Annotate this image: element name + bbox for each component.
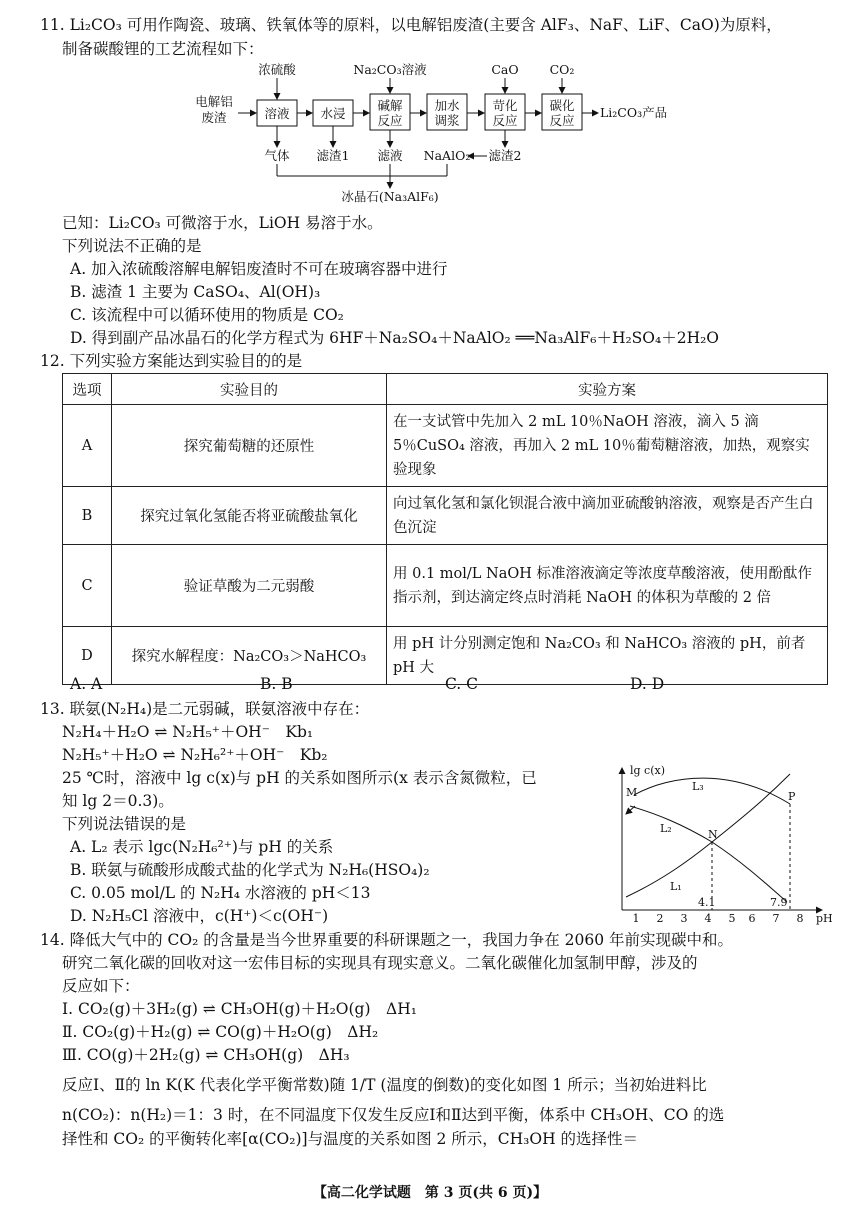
q14-para-1: 反应Ⅰ、Ⅱ的 ln K(K 代表化学平衡常数)随 1/T (温度的倒数)的变化如图 1 所示；当初始进料比: [62, 1076, 707, 1094]
q11-flowchart: [190, 60, 710, 210]
q12-choice-a: A. A: [70, 675, 103, 693]
q12-table: [62, 373, 828, 685]
curve-l3: L₃: [692, 780, 704, 793]
tick-3: 3: [680, 912, 688, 925]
graph-xlabel: pH: [816, 912, 833, 925]
point-m: M: [626, 786, 638, 799]
curve-l1: L₁: [670, 880, 682, 893]
tick-2: 2: [656, 912, 664, 925]
q13-eq1: N₂H₄＋H₂O ⇌ N₂H₅⁺＋OH⁻ Kb₁: [62, 723, 314, 741]
q13-desc2: 知 lg 2＝0.3)。: [62, 792, 174, 810]
q14-line2: 研究二氧化碳的回收对这一宏伟目标的实现具有现实意义。二氧化碳催化加氢制甲醇，涉及的: [62, 954, 698, 972]
flow-input-co2: CO₂: [549, 62, 575, 77]
flow-box-1: 溶液: [264, 106, 290, 121]
col-goal: 实验目的: [112, 374, 387, 405]
flow-out-residue1: 滤渣1: [316, 148, 350, 163]
flow-start-2: 废渣: [201, 110, 227, 125]
mark-7-9: 7.9: [770, 896, 788, 909]
row-goal: 探究葡萄糖的还原性: [112, 405, 387, 487]
flow-input-cao: CaO: [491, 62, 519, 77]
tick-8: 8: [796, 912, 804, 925]
row-goal: 探究水解程度：Na₂CO₃＞NaHCO₃: [112, 627, 387, 685]
flow-out-filtrate: 滤液: [377, 148, 403, 163]
q11-ask: 下列说法不正确的是: [62, 237, 202, 255]
tick-6: 6: [748, 912, 756, 925]
row-option: B: [63, 487, 112, 545]
flow-input-acid: 浓硫酸: [258, 62, 296, 77]
table-row: [63, 545, 828, 627]
q12-title: 12. 下列实验方案能达到实验目的的是: [40, 352, 303, 370]
q12-choice-d: D. D: [630, 675, 665, 693]
row-plan: 在一支试管中先加入 2 mL 10％NaOH 溶液，滴入 5 滴 5％CuSO₄ 溶液，再加入 2 mL 10％葡萄糖溶液，加热，观察实验现象: [387, 405, 828, 487]
q13-eq2: N₂H₅⁺＋H₂O ⇌ N₂H₆²⁺＋OH⁻ Kb₂: [62, 746, 328, 764]
mark-4-1: 4.1: [698, 896, 716, 909]
row-plan: 用 0.1 mol/L NaOH 标准溶液滴定等浓度草酸溶液，使用酚酞作指示剂，到达滴定终点时消耗 NaOH 的体积为草酸的 2 倍: [387, 545, 828, 627]
table-row: [63, 405, 828, 487]
tick-1: 1: [632, 912, 640, 925]
row-plan: 用 pH 计分别测定饱和 Na₂CO₃ 和 NaHCO₃ 溶液的 pH，前者 pH 大: [387, 627, 828, 685]
q11-option-b: B. 滤渣 1 主要为 CaSO₄、Al(OH)₃: [70, 283, 321, 301]
row-goal: 探究过氧化氢能否将亚硫酸盐氧化: [112, 487, 387, 545]
q11-option-a: A. 加入浓硫酸溶解电解铝废渣时不可在玻璃容器中进行: [70, 260, 448, 278]
q14-reaction-3: Ⅲ. CO(g)＋2H₂(g) ⇌ CH₃OH(g) ΔH₃: [62, 1046, 350, 1064]
col-option: 选项: [63, 374, 112, 405]
page-footer: 【高二化学试题 第 3 页(共 6 页)】: [312, 1185, 548, 1201]
flow-product: Li₂CO₃产品: [600, 105, 668, 120]
row-goal: 验证草酸为二元弱酸: [112, 545, 387, 627]
flow-out-residue2: 滤渣2: [488, 148, 522, 163]
col-plan: 实验方案: [387, 374, 828, 405]
q13-desc1: 25 ℃时，溶液中 lg c(x)与 pH 的关系如图所示(x 表示含氮微粒，已: [62, 769, 537, 787]
flow-input-na2co3: Na₂CO₃溶液: [353, 62, 427, 77]
flow-start-1: 电解铝: [195, 94, 233, 109]
q13-graph: [612, 762, 837, 927]
flow-box-5b: 反应: [492, 113, 518, 128]
flow-box-3a: 碱解: [377, 98, 403, 113]
flow-box-6b: 反应: [549, 113, 575, 128]
flow-out-gas: 气体: [264, 148, 290, 163]
point-n: N: [708, 828, 718, 841]
q13-option-b: B. 联氨与硫酸形成酸式盐的化学式为 N₂H₆(HSO₄)₂: [70, 861, 430, 879]
q13-option-c: C. 0.05 mol/L 的 N₂H₄ 水溶液的 pH＜13: [70, 884, 371, 902]
q14-reaction-2: Ⅱ. CO₂(g)＋H₂(g) ⇌ CO(g)＋H₂O(g) ΔH₂: [62, 1023, 379, 1041]
flow-box-4b: 调浆: [434, 113, 460, 128]
flow-box-3b: 反应: [377, 113, 403, 128]
flow-box-6a: 碳化: [549, 98, 575, 113]
q14-para-2: n(CO₂)：n(H₂)＝1：3 时，在不同温度下仅发生反应Ⅰ和Ⅱ达到平衡，体系中 CH₃OH、CO 的选: [62, 1106, 725, 1124]
q14-line1: 14. 降低大气中的 CO₂ 的含量是当今世界重要的科研课题之一，我国力争在 2060 年前实现碳中和。: [40, 931, 734, 949]
q11-known: 已知：Li₂CO₃ 可微溶于水，LiOH 易溶于水。: [62, 214, 383, 232]
row-option: A: [63, 405, 112, 487]
q11-line2: 制备碳酸锂的工艺流程如下：: [62, 40, 264, 58]
tick-4: 4: [704, 912, 712, 925]
row-option: D: [63, 627, 112, 685]
tick-5: 5: [728, 912, 736, 925]
flow-bottom: 冰晶石(Na₃AlF₆): [341, 189, 439, 204]
q14-line3: 反应如下：: [62, 977, 140, 995]
q13-option-d: D. N₂H₅Cl 溶液中，c(H⁺)＜c(OH⁻): [70, 907, 329, 925]
row-plan: 向过氧化氢和氯化钡混合液中滴加亚硫酸钠溶液，观察是否产生白色沉淀: [387, 487, 828, 545]
table-header-row: [63, 374, 828, 405]
q11-option-c: C. 该流程中可以循环使用的物质是 CO₂: [70, 306, 344, 324]
q12-choice-b: B. B: [260, 675, 293, 693]
curve-l2: L₂: [660, 822, 672, 835]
flow-box-4a: 加水: [434, 98, 460, 113]
flow-box-2: 水浸: [320, 106, 346, 121]
q13-title: 13. 联氨(N₂H₄)是二元弱碱，联氨溶液中存在：: [40, 700, 370, 718]
q11-line1: 11. Li₂CO₃ 可用作陶瓷、玻璃、铁氧体等的原料，以电解铝废渣(主要含 AlF₃、NaF、LiF、CaO)为原料，: [40, 16, 782, 34]
q14-reaction-1: Ⅰ. CO₂(g)＋3H₂(g) ⇌ CH₃OH(g)＋H₂O(g) ΔH₁: [62, 1000, 417, 1018]
graph-ylabel: lg c(x): [630, 764, 666, 777]
q12-choice-c: C. C: [445, 675, 479, 693]
point-p: P: [788, 790, 796, 803]
q13-ask: 下列说法错误的是: [62, 815, 187, 833]
q13-option-a: A. L₂ 表示 lgc(N₂H₆²⁺)与 pH 的关系: [70, 838, 334, 856]
q11-option-d: D. 得到副产品冰晶石的化学方程式为 6HF＋Na₂SO₄＋NaAlO₂ ══Na₃AlF₆＋H₂SO₄＋2H₂O: [70, 329, 720, 347]
q14-para-3: 择性和 CO₂ 的平衡转化率[α(CO₂)]与温度的关系如图 2 所示，CH₃OH 的选择性＝: [62, 1130, 639, 1148]
flow-box-5a: 苛化: [492, 98, 518, 113]
table-row: [63, 487, 828, 545]
tick-7: 7: [772, 912, 780, 925]
flow-out-naalo2: NaAlO₂: [423, 148, 471, 163]
row-option: C: [63, 545, 112, 627]
